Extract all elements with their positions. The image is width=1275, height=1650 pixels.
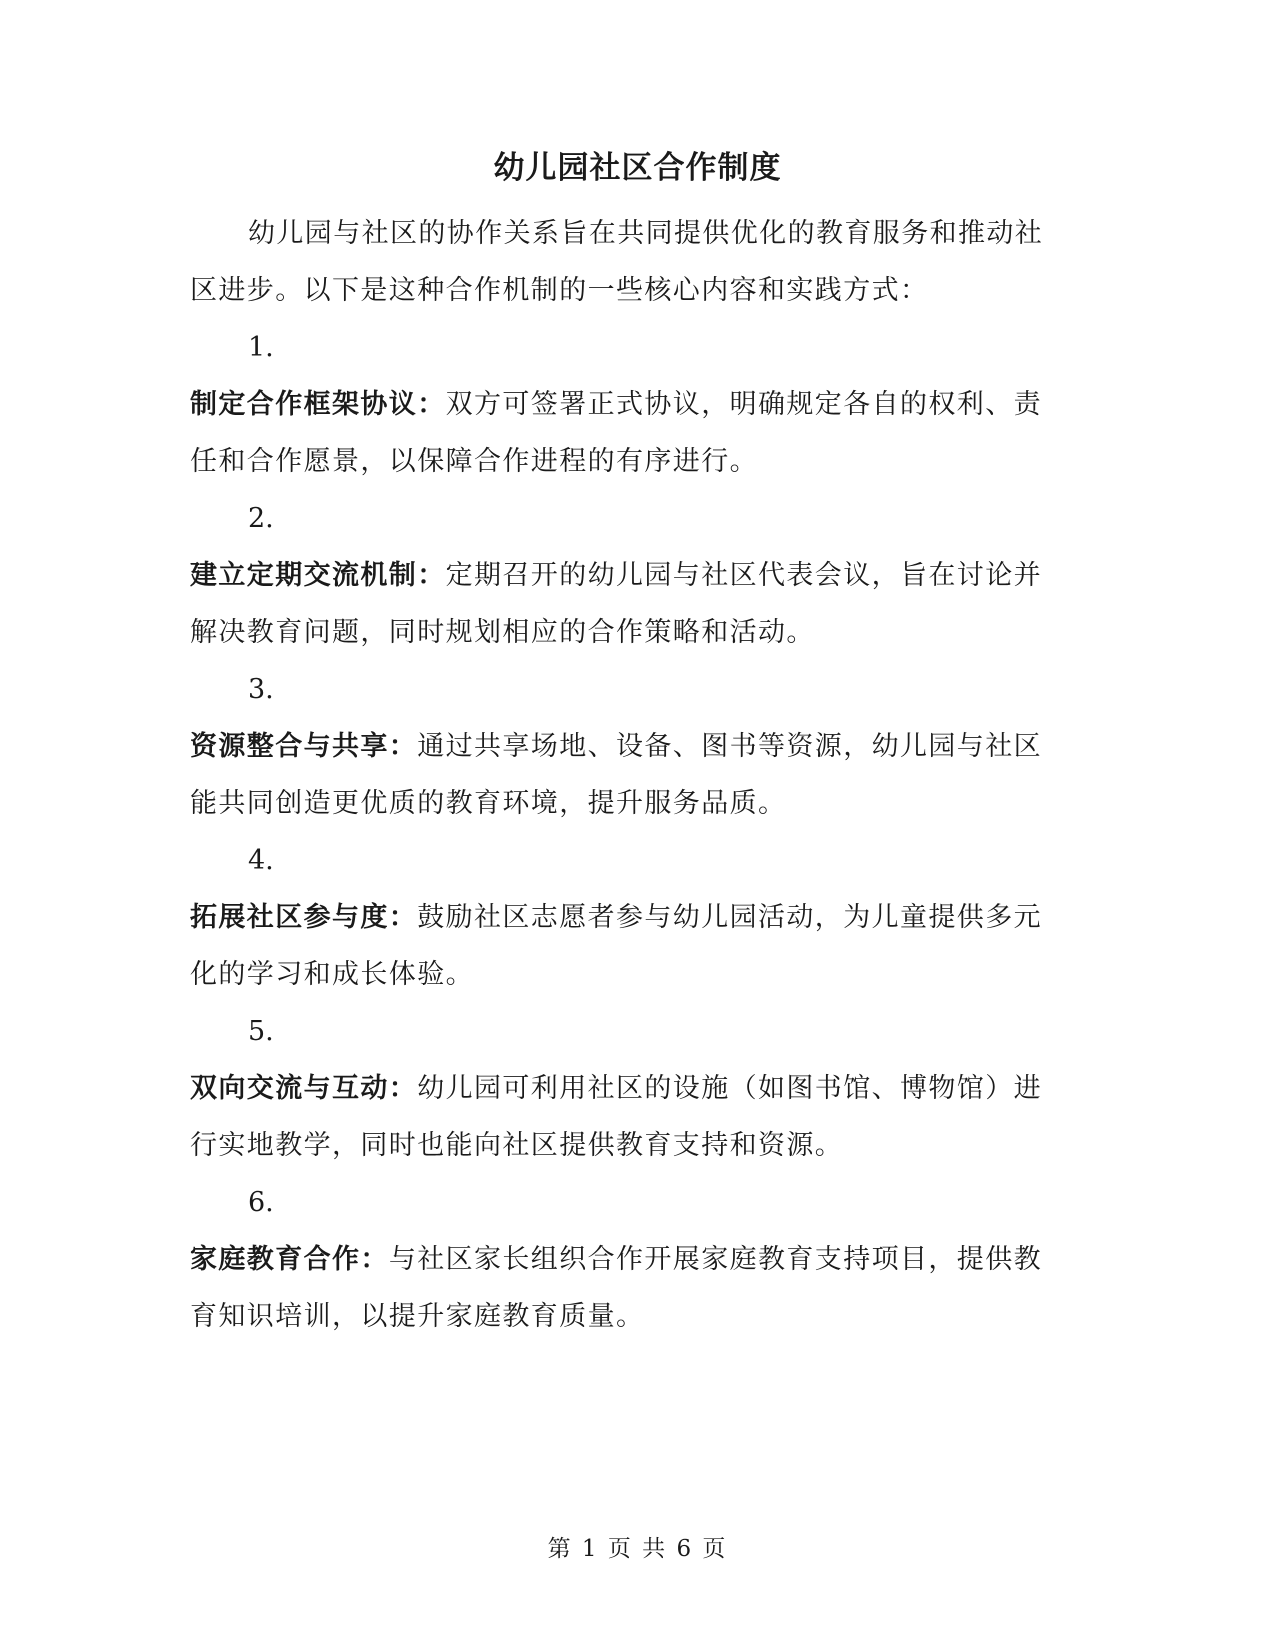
list-item xyxy=(190,1060,1060,1174)
item-text: 幼儿园可利用社区的设施（如图书馆、博物馆）进行实地教学，同时也能向社区提供教育支持和资源。 xyxy=(190,1073,1043,1161)
list-item xyxy=(190,547,1060,661)
item-number: 4. xyxy=(248,845,274,876)
item-heading: 双向交流与互动： xyxy=(190,1073,418,1104)
page-footer: 第 1 页 共 6 页 xyxy=(547,1536,728,1562)
item-number: 2. xyxy=(248,503,274,534)
intro-paragraph: 幼儿园与社区的协作关系旨在共同提供优化的教育服务和推动社区进步。以下是这种合作机制的一些核心内容和实践方式： xyxy=(190,218,1044,306)
list-item xyxy=(190,376,1060,490)
item-heading: 制定合作框架协议： xyxy=(190,389,446,420)
item-number: 3. xyxy=(248,674,274,705)
document-body xyxy=(190,205,1060,1345)
item-heading: 建立定期交流机制： xyxy=(190,560,446,591)
document-title: 幼儿园社区合作制度 xyxy=(493,150,782,186)
item-heading: 家庭教育合作： xyxy=(190,1244,389,1275)
list-item xyxy=(190,1231,1060,1345)
item-text: 双方可签署正式协议，明确规定各自的权利、责任和合作愿景，以保障合作进程的有序进行。 xyxy=(190,389,1043,477)
item-text: 鼓励社区志愿者参与幼儿园活动，为儿童提供多元化的学习和成长体验。 xyxy=(190,902,1043,990)
item-text: 与社区家长组织合作开展家庭教育支持项目，提供教育知识培训，以提升家庭教育质量。 xyxy=(190,1244,1043,1332)
item-number: 6. xyxy=(248,1187,274,1218)
item-number: 5. xyxy=(248,1016,274,1047)
item-heading: 拓展社区参与度： xyxy=(190,902,418,933)
item-number: 1. xyxy=(248,332,274,363)
list-item xyxy=(190,718,1060,832)
item-text: 通过共享场地、设备、图书等资源，幼儿园与社区能共同创造更优质的教育环境，提升服务品质。 xyxy=(190,731,1043,819)
item-heading: 资源整合与共享： xyxy=(190,731,418,762)
list-item xyxy=(190,889,1060,1003)
item-text: 定期召开的幼儿园与社区代表会议，旨在讨论并解决教育问题，同时规划相应的合作策略和活动。 xyxy=(190,560,1043,648)
